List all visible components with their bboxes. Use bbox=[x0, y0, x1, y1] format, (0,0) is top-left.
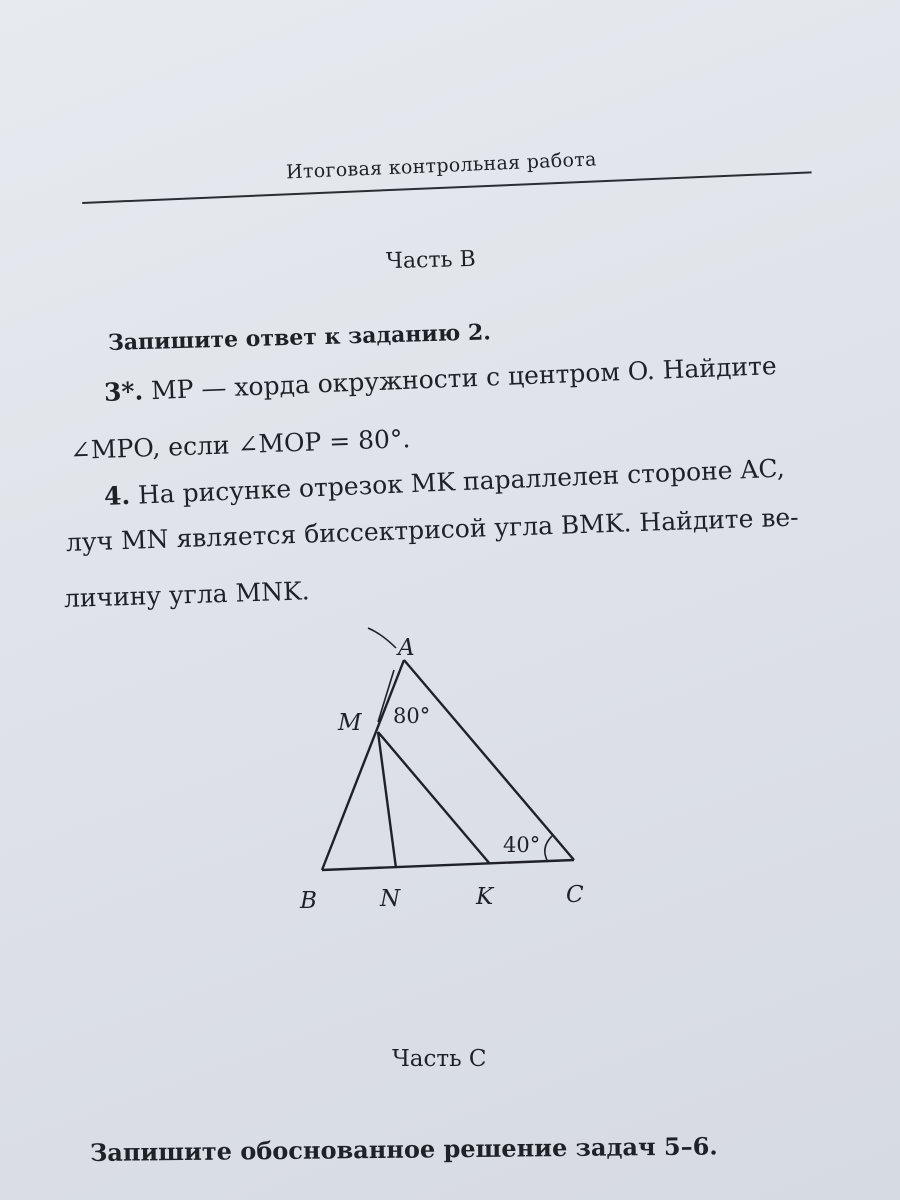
segment-MK bbox=[378, 732, 490, 864]
angle-C-arc bbox=[545, 836, 552, 862]
label-K: K bbox=[476, 884, 494, 910]
pencil-stroke bbox=[368, 628, 396, 648]
part-c-instruction: Запишите обоснованное решение задач 5–6. bbox=[89, 1131, 718, 1167]
task-3-line-1: MP — хорда окружности с центром O. Найдите bbox=[150, 350, 778, 406]
label-A: A bbox=[398, 635, 415, 661]
task-4-line-3: личину угла MNK. bbox=[63, 576, 311, 613]
label-B: B bbox=[300, 888, 317, 914]
task-4-number: 4. bbox=[103, 480, 131, 511]
part-b-title: Часть B bbox=[385, 246, 477, 275]
label-C: C bbox=[566, 882, 584, 908]
angle-A-mark bbox=[378, 670, 394, 722]
side-AC bbox=[404, 660, 574, 860]
part-c-title: Часть C bbox=[392, 1046, 487, 1072]
task-3-number: 3*. bbox=[103, 376, 144, 407]
task-4-line-2: луч MN является биссектрисой угла BMK. Найдите ве- bbox=[65, 502, 800, 557]
task-3-line-2: ∠MPO, если ∠MOP = 80°. bbox=[69, 424, 411, 465]
label-M: M bbox=[338, 710, 362, 736]
label-N: N bbox=[380, 886, 401, 912]
header-title: Итоговая контрольная работа bbox=[285, 148, 598, 184]
angle-A-value: 80° bbox=[393, 704, 431, 728]
angle-C-value: 40° bbox=[503, 833, 541, 857]
part-b-instruction: Запишите ответ к заданию 2. bbox=[107, 319, 492, 356]
ray-MN bbox=[378, 732, 396, 868]
side-BC bbox=[322, 860, 574, 870]
task-4-line-1: На рисунке отрезок MK параллелен стороне AC, bbox=[137, 453, 786, 510]
